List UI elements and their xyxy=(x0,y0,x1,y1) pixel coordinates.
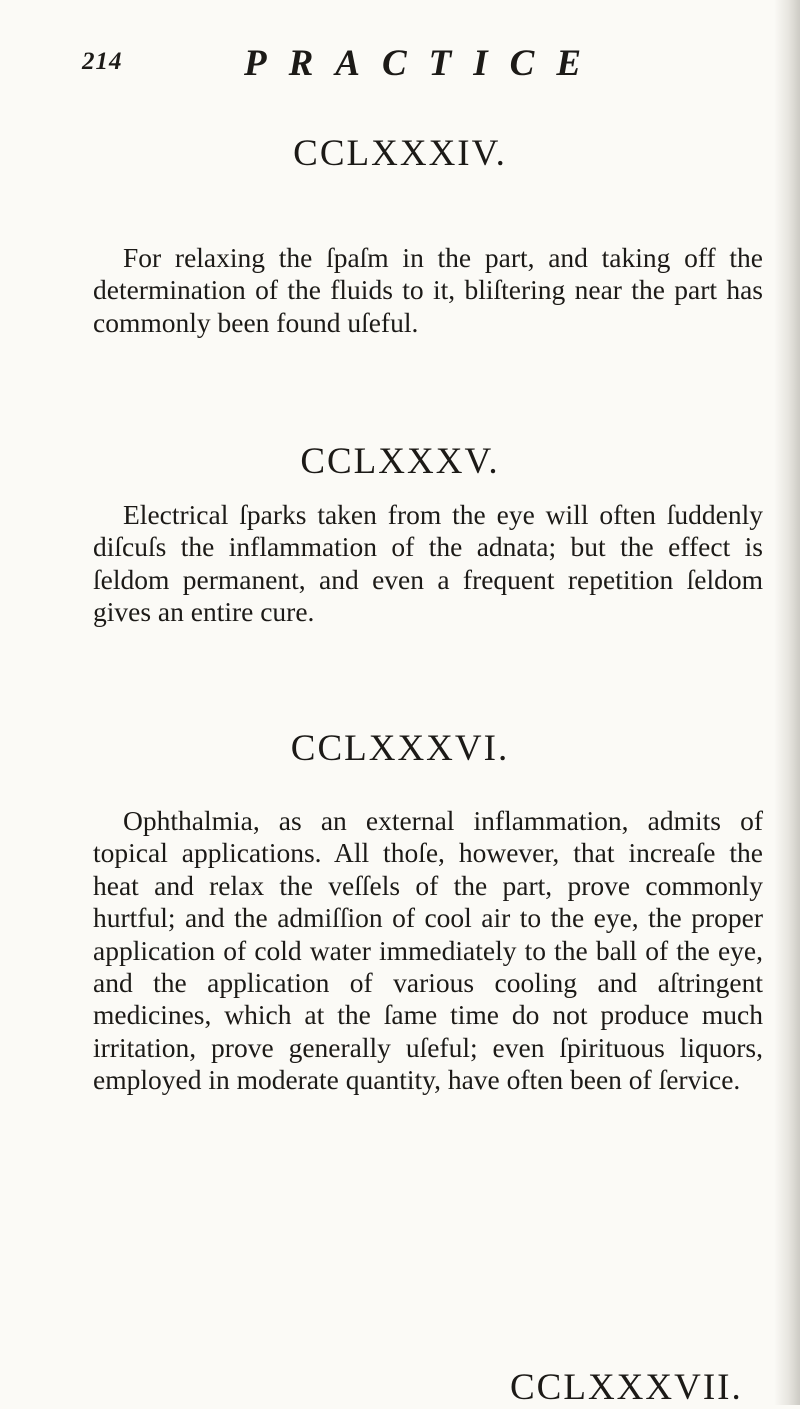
section-heading: CCLXXXV. xyxy=(300,441,500,482)
running-head xyxy=(82,42,770,88)
paragraph-text: Electrical ſparks taken from the eye will often ſuddenly diſcuſs the inflammation of the adnata; but the effect is ſeldom permanent, and even a frequent repetition ſeldom gives an entire cure. xyxy=(93,499,763,628)
section-heading: CCLXXXVI. xyxy=(290,728,510,769)
section-heading: CCLXXXIV. xyxy=(293,133,507,174)
catchword: CCLXXXVII. xyxy=(510,1367,743,1408)
paragraph-text: Ophthalmia, as an external inflammation, admits of topical applications. All thoſe, however, that increaſe the heat and relax the veſſels of the part, prove commonly hurtful; and the admiſſion of cool air to the eye, the proper application of cold water immediately to the ball of the eye, and the application of various cooling and aſtringent medicines, which at the ſame time do not produce much irritation, prove generally uſeful; even ſpirituous liquors, employed in moderate quantity, have often been of ſervice. xyxy=(93,805,763,1096)
running-title: PRACTICE xyxy=(244,43,603,84)
section-paragraph xyxy=(93,805,763,1097)
page-number: 214 xyxy=(82,48,123,75)
section-paragraph xyxy=(93,499,763,629)
paragraph-text: For relaxing the ſpaſm in the part, and taking off the determination of the fluids to it, bliſtering near the part has commonly been found uſeful. xyxy=(93,242,763,338)
page-edge-shadow xyxy=(774,0,800,1405)
section-paragraph xyxy=(93,242,763,339)
